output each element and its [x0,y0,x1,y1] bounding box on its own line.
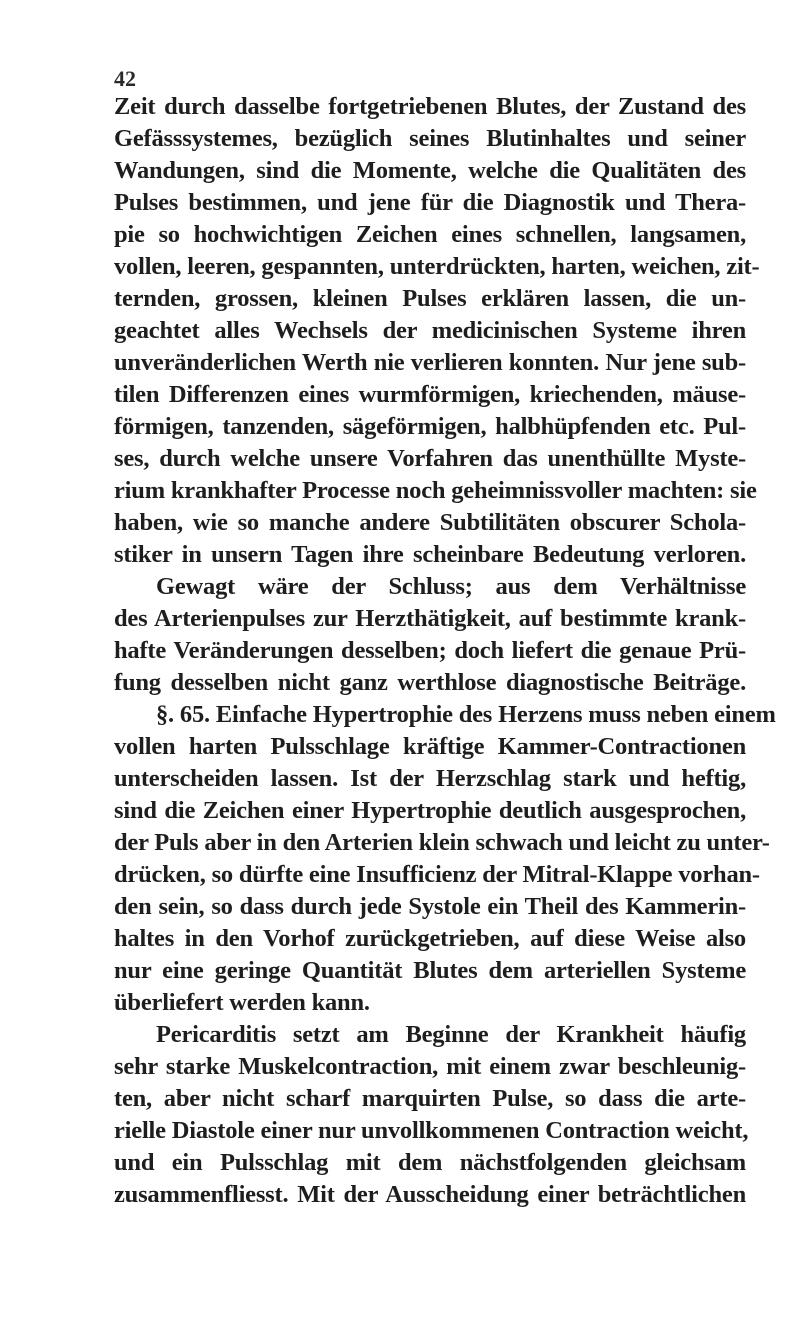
text-line: sehr starke Muskelcontraction, mit einem zwar beschleunig- [114,1053,746,1080]
text-line: Pericarditis setzt am Beginne der Krankheit häufig [156,1021,746,1048]
text-line: drücken, so dürfte eine Insufficienz der Mitral-Klappe vorhan- [114,861,760,888]
text-line: nur eine geringe Quantität Blutes dem arteriellen Systeme [114,957,746,984]
text-line: §. 65. Einfache Hypertrophie des Herzens muss neben einem [156,701,776,728]
text-line: ten, aber nicht scharf marquirten Pulse, so dass die arte- [114,1085,746,1112]
text-line: des Arterienpulses zur Herzthätigkeit, auf bestimmte krank- [114,605,746,632]
text-line: den sein, so dass durch jede Systole ein Theil des Kammerin- [114,893,746,920]
text-line: der Puls aber in den Arterien klein schwach und leicht zu unter- [114,829,770,856]
text-line: geachtet alles Wechsels der medicinischen Systeme ihren [114,317,746,344]
text-line: Wandungen, sind die Momente, welche die Qualitäten des [114,157,746,184]
text-line: unveränderlichen Werth nie verlieren konnten. Nur jene sub- [114,349,746,376]
text-line: ses, durch welche unsere Vorfahren das unenthüllte Myste- [114,445,746,472]
text-line: Gewagt wäre der Schluss; aus dem Verhältnisse [156,573,746,600]
text-line: rium krankhafter Processe noch geheimnissvoller machten: sie [114,477,757,504]
text-line: ternden, grossen, kleinen Pulses erklären lassen, die un- [114,285,746,312]
text-line: stiker in unsern Tagen ihre scheinbare Bedeutung verloren. [114,541,746,568]
text-line: vollen, leeren, gespannten, unterdrückten, harten, weichen, zit- [114,253,760,280]
text-line: rielle Diastole einer nur unvollkommenen Contraction weicht, [114,1117,749,1144]
text-line: Zeit durch dasselbe fortgetriebenen Blutes, der Zustand des [114,93,746,120]
text-line: und ein Pulsschlag mit dem nächstfolgenden gleichsam [114,1149,746,1176]
text-line: hafte Veränderungen desselben; doch liefert die genaue Prü- [114,637,746,664]
text-line: tilen Differenzen eines wurmförmigen, kriechenden, mäuse- [114,381,746,408]
text-line: Pulses bestimmen, und jene für die Diagnostik und Thera- [114,189,746,216]
text-line: fung desselben nicht ganz werthlose diagnostische Beiträge. [114,669,746,696]
text-line: haltes in den Vorhof zurückgetrieben, auf diese Weise also [114,925,746,952]
text-line: haben, wie so manche andere Subtilitäten obscurer Schola- [114,509,746,536]
page-number: 42 [114,66,136,91]
text-line: förmigen, tanzenden, sägeförmigen, halbhüpfenden etc. Pul- [114,413,746,440]
text-line: Gefässsystemes, bezüglich seines Blutinhaltes und seiner [114,125,746,152]
text-line: zusammenfliesst. Mit der Ausscheidung einer beträchtlichen [114,1181,746,1208]
text-line: sind die Zeichen einer Hypertrophie deutlich ausgesprochen, [114,797,746,824]
text-line: vollen harten Pulsschlage kräftige Kammer-Contractionen [114,733,746,760]
text-line: unterscheiden lassen. Ist der Herzschlag stark und heftig, [114,765,746,792]
text-line: pie so hochwichtigen Zeichen eines schnellen, langsamen, [114,221,746,248]
text-line: überliefert werden kann. [114,989,370,1016]
